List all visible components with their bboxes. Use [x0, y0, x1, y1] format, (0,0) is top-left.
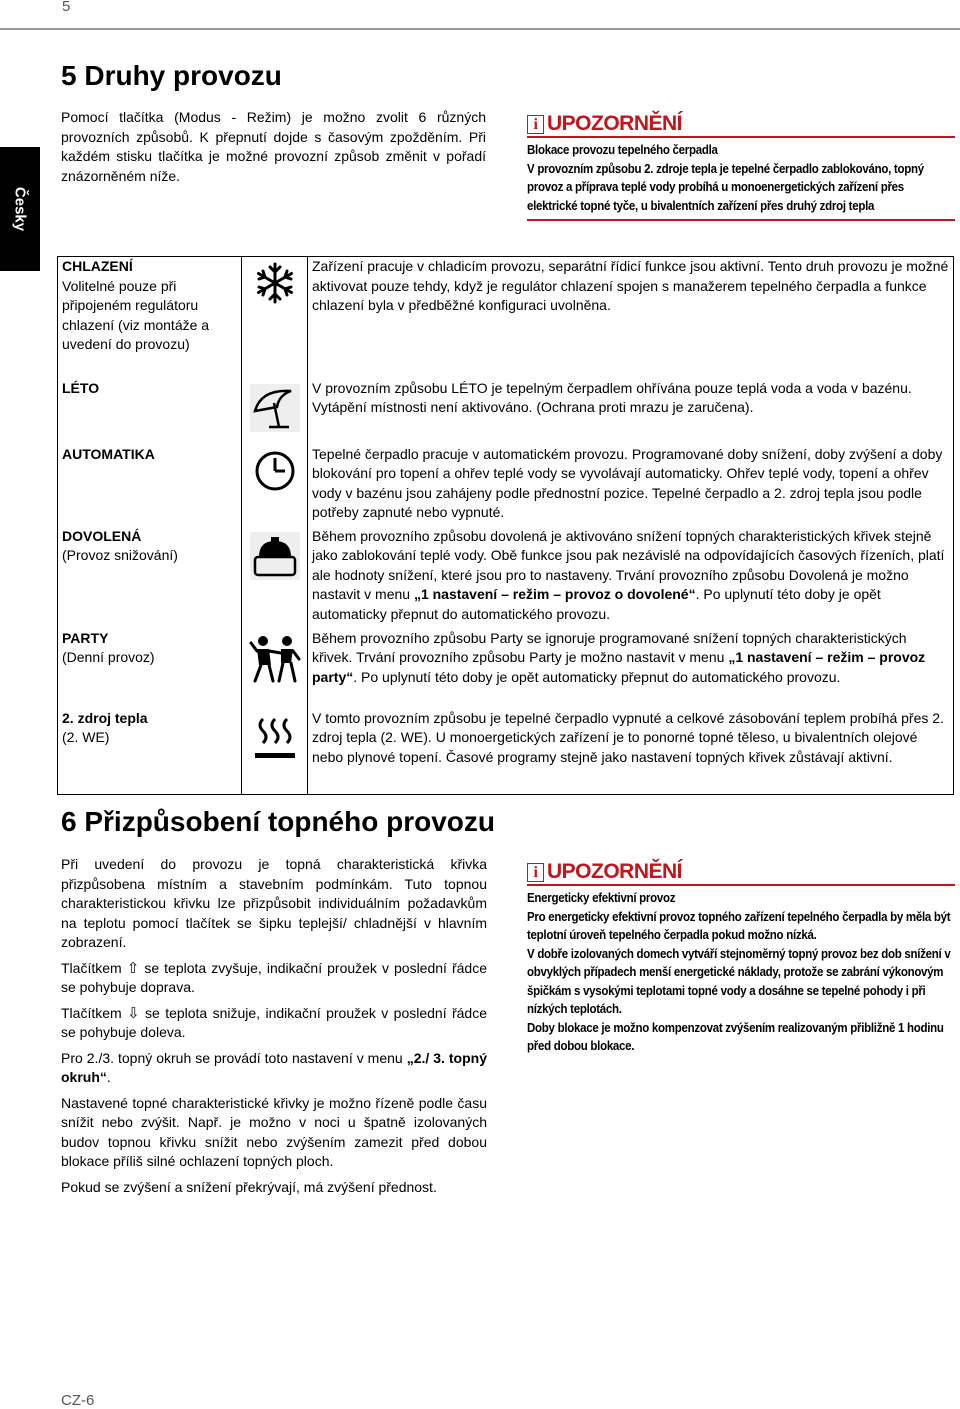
menu-path: „1 nastavení – režim – provoz o dovolené“: [413, 586, 696, 602]
parasol-icon: [249, 383, 301, 433]
section-6-title: 6 Přizpůsobení topného provozu: [61, 806, 495, 837]
mode-sub: (Denní provoz): [62, 649, 155, 665]
info-icon: i: [527, 115, 544, 134]
mode-name: DOVOLENÁ: [62, 527, 142, 544]
suitcase-icon: [249, 531, 301, 581]
warning-text: Pro energeticky efektivní provoz topného zařízení tepelného čerpadla by měla být teplotní úroveň tepelného čerpadla pokud možno nízká.: [527, 909, 951, 942]
table-row: [58, 709, 954, 795]
header-page-number: 5: [62, 0, 71, 15]
mode-name: AUTOMATIKA: [62, 445, 155, 462]
mode-name: LÉTO: [62, 379, 100, 396]
language-tab: [0, 147, 40, 271]
warning-text: V dobře izolovaných domech vytváří stejnoměrný topný provoz bez dob snížení v obvyklých případech menší energetické náklady, protože se zabrání výkonovým špičkám s vysokými teplotami topné vody a dosáhne se tepelné pohody i při nízkých teplotách.: [527, 946, 951, 1016]
mode-name-cell: [58, 257, 242, 379]
paragraph: Při uvedení do provozu je topná charakteristická křivka přizpůsobena místním a stavebním podmínkám. Tuto topnou charakteristickou křivku lze přizpůsobit individuálním požadavkům na teplotu pomocí tlačítek se šipku teplejší/ chladnější v hlavním zobrazení.: [61, 856, 487, 950]
mode-desc-end: . Po uplynutí této doby je opět automaticky přepnut do automatického provozu.: [312, 586, 881, 622]
language-tab-label: Česky: [11, 186, 29, 232]
warning-rule-bottom: [527, 219, 955, 221]
section-5-intro: Pomocí tlačítka (Modus - Režim) je možno zvolit 6 různých provozních způsobů. K přepnutí dojde s časovým zpožděním. Při každém stisku tlačítka je možné provozní způsob změnit v pořadí znázorněném níže.: [61, 109, 486, 184]
warning-box-blocking: [527, 112, 955, 221]
warning-text: Doby blokace je možno kompenzovat zvýšením realizovaným přibližně 1 hodinu před dobou blokace.: [527, 1020, 944, 1053]
mode-sub: Volitelné pouze při připojeném regulátoru chlazení (viz montáže a uvedení do provozu): [62, 277, 210, 352]
mode-desc: Během provozního způsobu dovolená je aktivováno snížení topných charakteristických křivek stejně jako zablokování teplé vody. Obě funkce jsou pak nezávislé na odpovídajících časových řízeních, platí ale hodnoty snížení, které jsou pro to nastaveny. Trvání provozního způsobu Dovolená je možno nastavit v menu: [312, 527, 945, 602]
paragraph-end: .: [106, 1069, 111, 1085]
arrow-down-icon: ⇩: [127, 1004, 140, 1022]
arrow-up-icon: ⇧: [126, 959, 140, 977]
mode-name: 2. zdroj tepla: [62, 709, 148, 726]
warning-box-efficiency: [527, 860, 955, 1056]
snowflake-icon: [253, 261, 297, 305]
paragraph: Pokud se zvýšení a snížení překrývají, má zvýšení přednost.: [61, 1178, 437, 1195]
table-row: [58, 629, 954, 709]
paragraph: Tlačítkem: [61, 959, 127, 976]
mode-desc-end: . Po uplynutí této doby je opět automaticky přepnut do automatického provozu.: [353, 668, 841, 685]
mode-desc: Tepelné čerpadlo pracuje v automatickém provozu. Programované doby snížení, doby zvýšení a doby blokování pro topení a ohřev teplé vody se vyvolávají automaticky. Ohřev teplé vody, topení a ohřev vody v bazénu jsou zahájeny podle přednostní pozice. Tepelné čerpadlo a 2. zdroj tepla jsou podle potřeby zapnuté nebo vypnuté.: [312, 445, 943, 520]
paragraph: Tlačítkem: [61, 1004, 128, 1021]
warning-title-text: UPOZORNĚNÍ: [547, 860, 683, 883]
info-icon: i: [527, 863, 544, 882]
operating-modes-table: [57, 256, 954, 795]
table-row: [58, 257, 954, 379]
footer-page-label: CZ-6: [61, 1392, 95, 1409]
warning-heading: Energeticky efektivní provoz: [527, 891, 676, 905]
paragraph: Nastavené topné charakteristické křivky je možno řízeně podle času snížit nebo zvýšit. Např. je možno v noci u špatně izolovaných budov topnou křivku snížit nebo zvýšením zamezit před dobou blokace příliš silné ochlazení topných ploch.: [61, 1094, 487, 1169]
clock-icon: [253, 449, 297, 493]
table-row: [58, 527, 954, 629]
paragraph: Pro 2./3. topný okruh se provádí toto nastavení v menu: [61, 1049, 407, 1066]
mode-sub: (Provoz snižování): [62, 547, 178, 563]
warning-heading: Blokace provozu tepelného čerpadla: [527, 143, 718, 157]
warning-rule-top: [527, 884, 955, 886]
warning-title-text: UPOZORNĚNÍ: [547, 112, 683, 135]
warning-title: [527, 112, 955, 136]
header-rule: [0, 28, 960, 30]
dancing-people-icon: [249, 633, 301, 687]
mode-desc: V provozním způsobu LÉTO je tepelným čerpadlem ohřívána pouze teplá voda a voda v bazénu. Vytápění místnosti není aktivováno. (Ochrana proti mrazu je zaručena).: [312, 379, 912, 415]
mode-desc: Zařízení pracuje v chladicím provozu, separátní řídicí funkce jsou aktivní. Tento druh provozu je možné aktivovat pouze tehdy, když je regulátor chlazení spojen s manažerem tepelného čerpadla a funkce chlazení byla v předběžné konfiguraci uvolněna.: [312, 258, 949, 313]
paragraph-end: se teplota snižuje, indikační proužek v poslední řádce se pohybuje doleva.: [61, 1004, 487, 1040]
mode-desc: V tomto provozním způsobu je tepelné čerpadlo vypnuté a celkové zásobování teplem probíhá přes 2. zdroj tepla (2. WE). U monoergetických zařízení je to ponorné topné těleso, u bivalentních olejové nebo plynové topení. Časové programy stejně jako nastavení topných křivek zůstávají aktivní.: [312, 709, 944, 765]
heating-waves-icon: [253, 713, 297, 763]
mode-name: CHLAZENÍ: [62, 258, 133, 274]
table-row: [58, 379, 954, 445]
warning-text: V provozním způsobu 2. zdroje tepla je tepelné čerpadlo zablokováno, topný provoz a příprava teplé vody probíhá u monoenergetických zařízení přes elektrické topné tyče, u bivalentních zařízení přes druhý zdroj tepla: [527, 161, 924, 213]
menu-path: „2./ 3. topný okruh“: [61, 1049, 487, 1085]
mode-name: PARTY: [62, 629, 109, 646]
menu-path: „1 nastavení – režim – provoz party“: [312, 649, 926, 685]
warning-rule-top: [527, 136, 955, 138]
section-5-title: 5 Druhy provozu: [61, 60, 282, 91]
mode-sub: (2. WE): [62, 729, 110, 745]
warning-title: [527, 860, 955, 884]
mode-desc: Během provozního způsobu Party se ignoruje programované snížení topných charakteristických křivek. Trvání provozního způsobu Party je možno nastavit v menu: [312, 629, 907, 665]
table-row: [58, 445, 954, 527]
paragraph-end: se teplota zvyšuje, indikační proužek v poslední řádce se pohybuje doprava.: [61, 959, 487, 995]
section-6-text: [61, 855, 487, 1203]
